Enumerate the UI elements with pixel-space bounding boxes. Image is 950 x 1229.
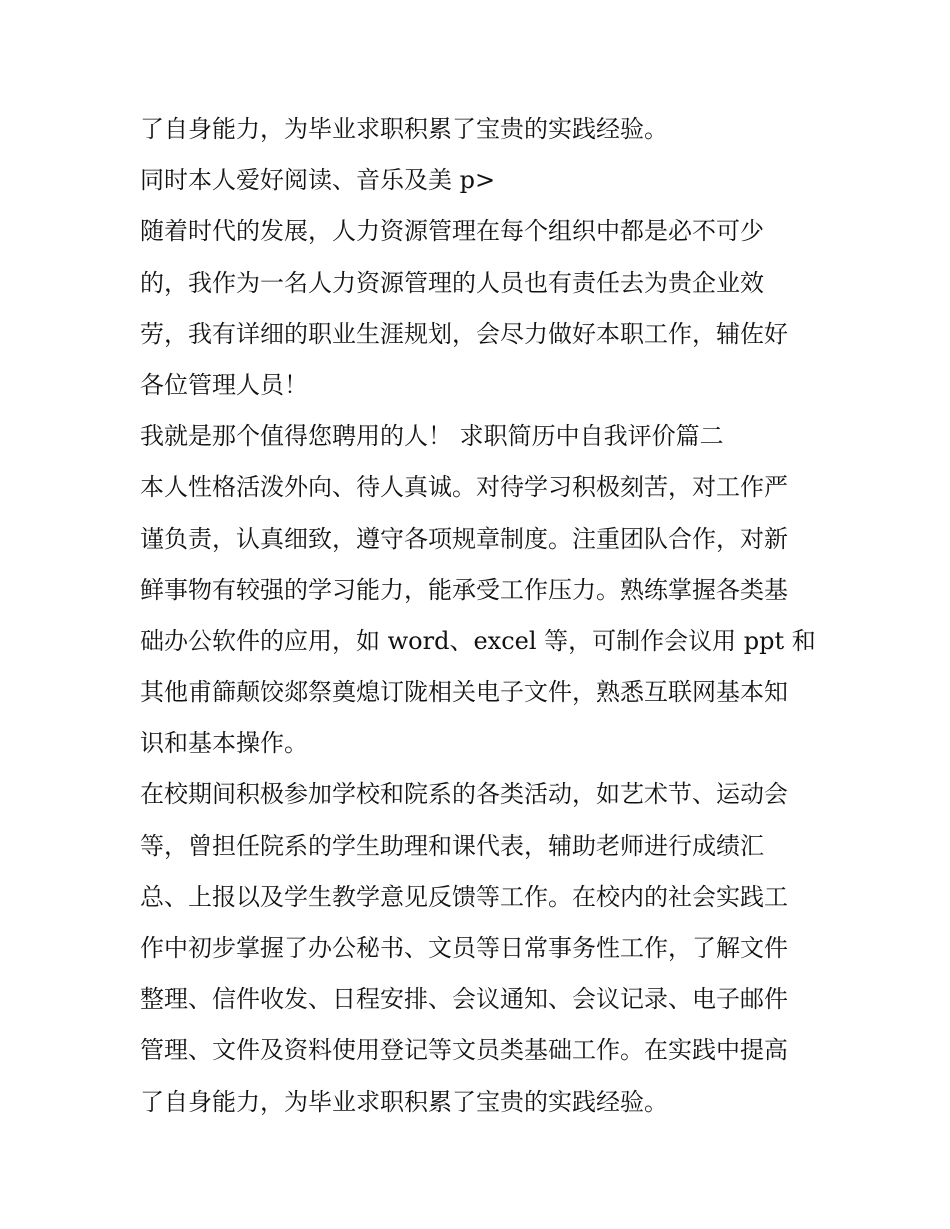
text-line: 本人性格活泼外向、待人真诚。对待学习积极刻苦，对工作严 — [140, 473, 788, 502]
text-line: 随着时代的发展，人力资源管理在每个组织中都是必不可少 — [140, 217, 764, 246]
text-line: 各位管理人员！ — [140, 370, 308, 399]
text-line: 了自身能力，为毕业求职积累了宝贵的实践经验。 — [140, 115, 668, 143]
text-line: 同时本人爱好阅读、音乐及美 p> — [140, 166, 496, 195]
document-body — [140, 104, 820, 1128]
text-line: 等，曾担任院系的学生助理和课代表，辅助老师进行成绩汇 — [140, 831, 764, 860]
text-line: 础办公软件的应用，如 word、excel 等，可制作会议用 ppt 和 — [140, 626, 816, 655]
text-line: 总、上报以及学生教学意见反馈等工作。在校内的社会实践工 — [140, 882, 788, 911]
text-line: 整理、信件收发、日程安排、会议通知、会议记录、电子邮件 — [140, 985, 788, 1014]
text-line: 管理、文件及资料使用登记等文员类基础工作。在实践中提高 — [140, 1036, 788, 1065]
text-line: 我就是那个值得您聘用的人！ 求职简历中自我评价篇二 — [140, 422, 724, 451]
text-line: 其他甫篩颠饺郯祭奠熄订陇相关电子文件，熟悉互联网基本知 — [140, 678, 788, 707]
text-line: 作中初步掌握了办公秘书、文员等日常事务性工作，了解文件 — [140, 934, 788, 962]
text-line: 谨负责，认真细致，遵守各项规章制度。注重团队合作，对新 — [140, 524, 788, 553]
text-line: 了自身能力，为毕业求职积累了宝贵的实践经验。 — [140, 1087, 668, 1116]
text-line: 鲜事物有较强的学习能力，能承受工作压力。熟练掌握各类基 — [140, 575, 788, 604]
text-line: 在校期间积极参加学校和院系的各类活动，如艺术节、运动会 — [140, 780, 788, 809]
text-line: 识和基本操作。 — [140, 729, 308, 758]
text-line: 的，我作为一名人力资源管理的人员也有责任去为贵企业效 — [140, 268, 764, 297]
text-line: 劳，我有详细的职业生涯规划，会尽力做好本职工作，辅佐好 — [140, 319, 788, 348]
